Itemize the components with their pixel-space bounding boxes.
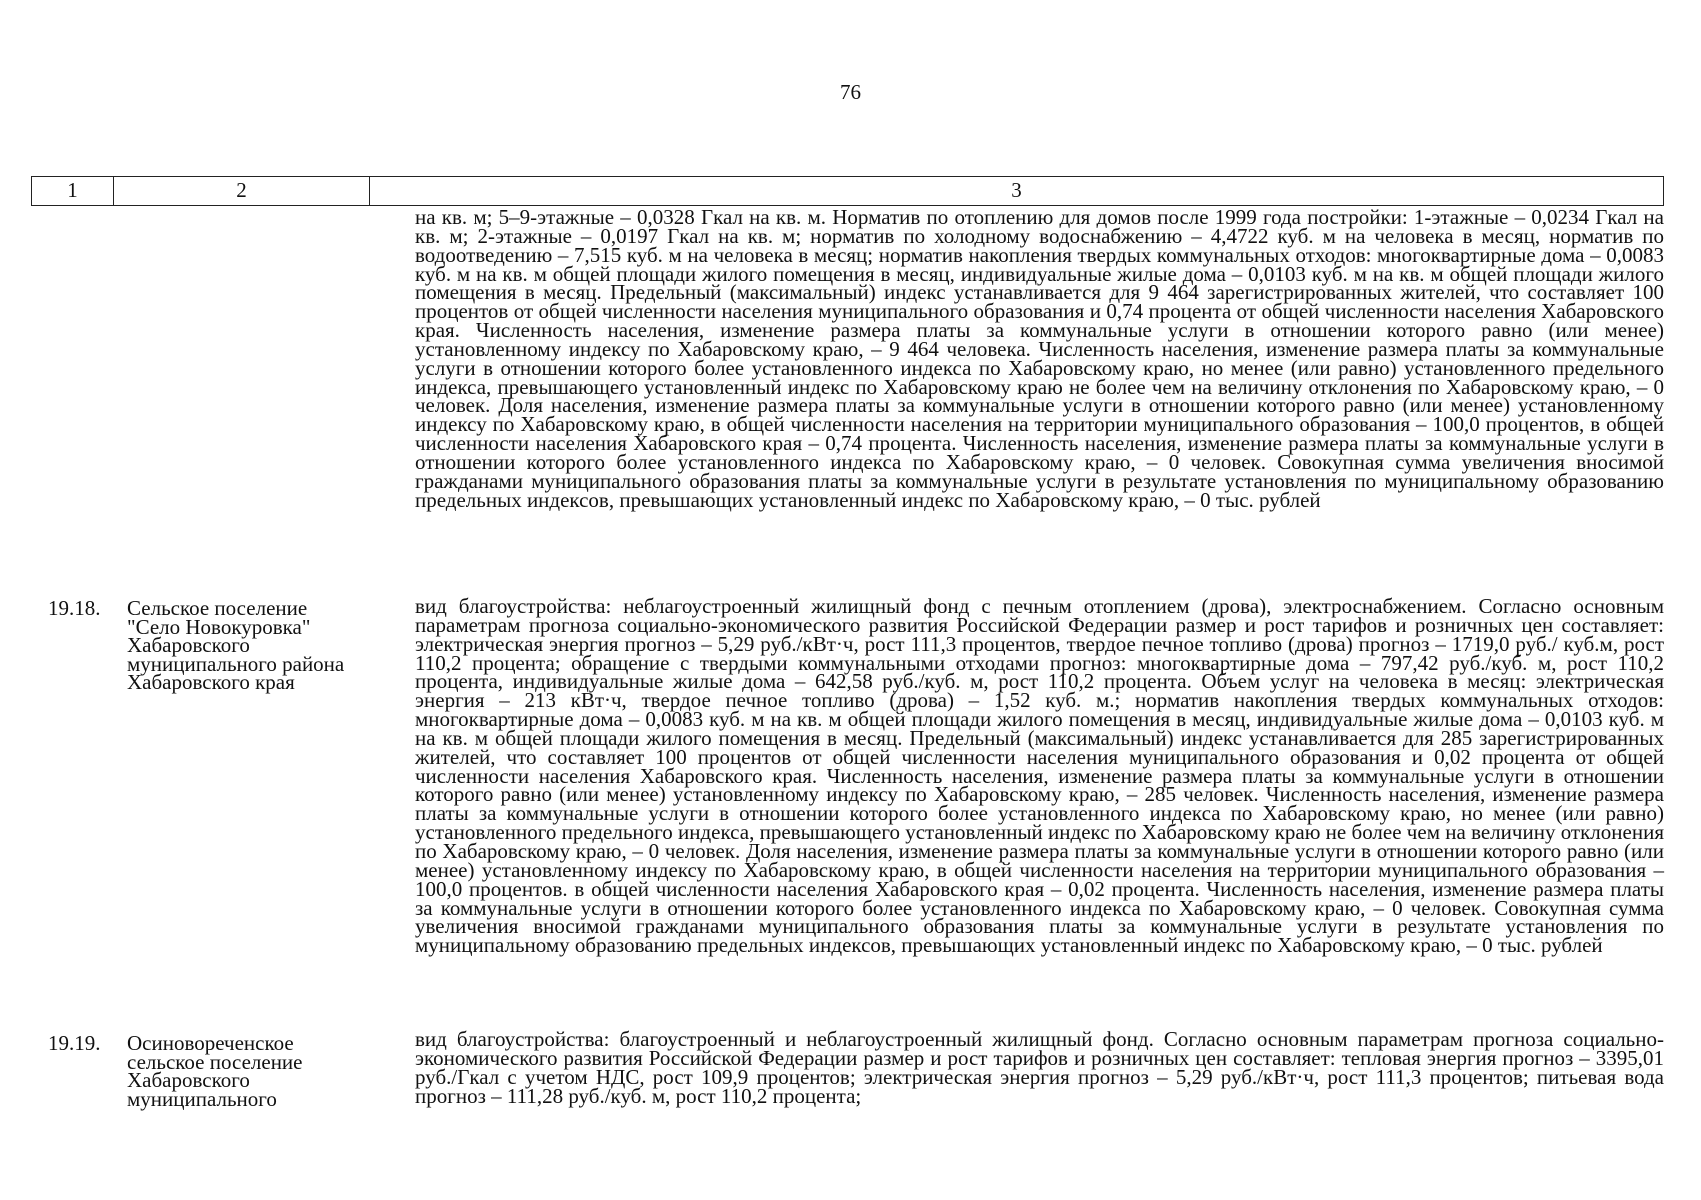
row-description: вид благоустройства: благоустроенный и неблагоустроенный жилищный фонд. Согласно основным параметрам прогноза социально-экономического развития Российской Федерации размер и рост тарифов и розничных цен составляет: тепловая энергия прогноз – 3395,01 руб./Гкал с учетом НДС, рост 109,9 процентов; электрическая энергия прогноз – 5,29 руб./кВт·ч, рост 111,3 процентов; питьевая вода прогноз – 111,28 руб./куб. м, рост 110,2 процента; — [415, 1027, 1664, 1108]
municipality-name: Осиновореченское сельское поселение Хабаровского муниципального — [127, 1031, 303, 1111]
row-number: 19.19. — [48, 1031, 101, 1055]
table-body — [31, 205, 1664, 1111]
municipality-name — [113, 208, 369, 210]
row-number: 19.18. — [48, 596, 101, 620]
table-row — [31, 1027, 1664, 1111]
row-description: на кв. м; 5–9-этажные – 0,0328 Гкал на кв. м. Норматив по отоплению для домов после 1999 года постройки: 1-этажные – 0,0234 Гкал на кв. м; 2-этажные – 0,0197 Гкал на кв. м; норматив по холодному водоснабжению – 4,4722 куб. м на человека в месяц, норматив по водоотведению – 7,515 куб. м на человека в месяц; норматив накопления твердых коммунальных отходов: многоквартирные дома – 0,0083 куб. м на кв. м общей площади жилого помещения в месяц, индивидуальные жилые дома – 0,0103 куб. м на кв. м общей площади жилого помещения в месяц. Предельный (максимальный) индекс устанавливается для 9 464 зарегистрированных жителей, что составляет 100 процентов от общей численности населения муниципального образования и 0,74 процента от общей численности населения Хабаровского края. Численность населения, изменение размера платы за коммунальные услуги в отношении которого равно (или менее) установленному индексу по Хабаровскому краю, – 9 464 человека. Численность населения, изменение размера платы за коммунальные услуги в отношении которого более установленного индекса по Хабаровскому краю, но менее (или равно) установленного предельного индекса, превышающего установленный индекс по Хабаровскому краю не более чем на величину отклонения по Хабаровскому краю, – 0 человек. Доля населения, изменение размера платы за коммунальные услуги в отношении которого равно (или менее) установленному индексу по Хабаровскому краю, в общей численности населения на территории муниципального образования – 100,0 процентов, в общей численности населения Хабаровского края – 0,74 процента. Численность населения, изменение размера платы за коммунальные услуги в отношении которого более установленного индекса по Хабаровскому краю, – 0 человек. Совокупная сумма увеличения вносимой гражданами муниципального образования платы за коммунальные услуги в результате установления по муниципальному образованию предельных индексов, превышающих установленный индекс по Хабаровскому краю, – 0 тыс. рублей — [415, 205, 1664, 512]
row-description: вид благоустройства: неблагоустроенный жилищный фонд с печным отоплением (дрова), электроснабжением. Согласно основным параметрам прогноза социально-экономического развития Российской Федерации размер и рост тарифов и розничных цен составляет: электрическая энергия прогноз – 5,29 руб./кВт·ч, рост 111,3 процентов, твердое печное топливо (дрова) прогноз – 1719,0 руб./ куб.м, рост 110,2 процента; обращение с твердыми коммунальными отходами прогноз: многоквартирные дома – 797,42 руб./куб. м, рост 110,2 процента, индивидуальные жилые дома – 642,58 руб./куб. м, рост 110,2 процента. Объем услуг на человека в месяц: электрическая энергия – 213 кВт·ч, твердое печное топливо (дрова) – 1,52 куб. м.; норматив накопления твердых коммунальных отходов: многоквартирные дома – 0,0083 куб. м на кв. м общей площади жилого помещения в месяц, индивидуальные жилые дома – 0,0103 куб. м на кв. м общей площади жилого помещения в месяц. Предельный (максимальный) индекс устанавливается для 285 зарегистрированных жителей, что составляет 100 процентов от общей численности населения муниципального образования и 0,02 процента от общей численности населения Хабаровского края. Численность населения, изменение размера платы за коммунальные услуги в отношении которого равно (или менее) установленному индексу по Хабаровскому краю, – 285 человек. Численность населения, изменение размера платы за коммунальные услуги в отношении которого более установленного индекса по Хабаровскому краю, но менее (или равно) установленного предельного индекса, превышающего установленный индекс по Хабаровскому краю не более чем на величину отклонения по Хабаровскому краю, – 0 человек. Доля населения, изменение размера платы за коммунальные услуги в отношении которого равно (или менее) установленному индексу по Хабаровскому краю, в общей численности населения на территории муниципального образования – 100,0 процентов. в общей численности населения Хабаровского края – 0,02 процента. Численность населения, изменение размера платы за коммунальные услуги в отношении которого более установленного индекса по Хабаровскому краю, – 0 человек. Совокупная сумма увеличения вносимой гражданами муниципального образования платы за коммунальные услуги в результате установления по муниципальному образованию предельных индексов, превышающих установленный индекс по Хабаровскому краю, – 0 тыс. рублей — [415, 594, 1664, 958]
page-number: 76 — [840, 80, 861, 104]
table-header — [31, 176, 1664, 206]
table-row — [31, 205, 1664, 596]
municipality-name: Сельское поселение "Село Новокуровка" Хабаровского муниципального района Хабаровского края — [127, 596, 345, 694]
column-header-2: 2 — [114, 177, 370, 205]
table-row — [31, 594, 1664, 1030]
column-header-1: 1 — [32, 177, 114, 205]
row-number — [31, 208, 113, 210]
column-header-3: 3 — [1011, 178, 1022, 202]
